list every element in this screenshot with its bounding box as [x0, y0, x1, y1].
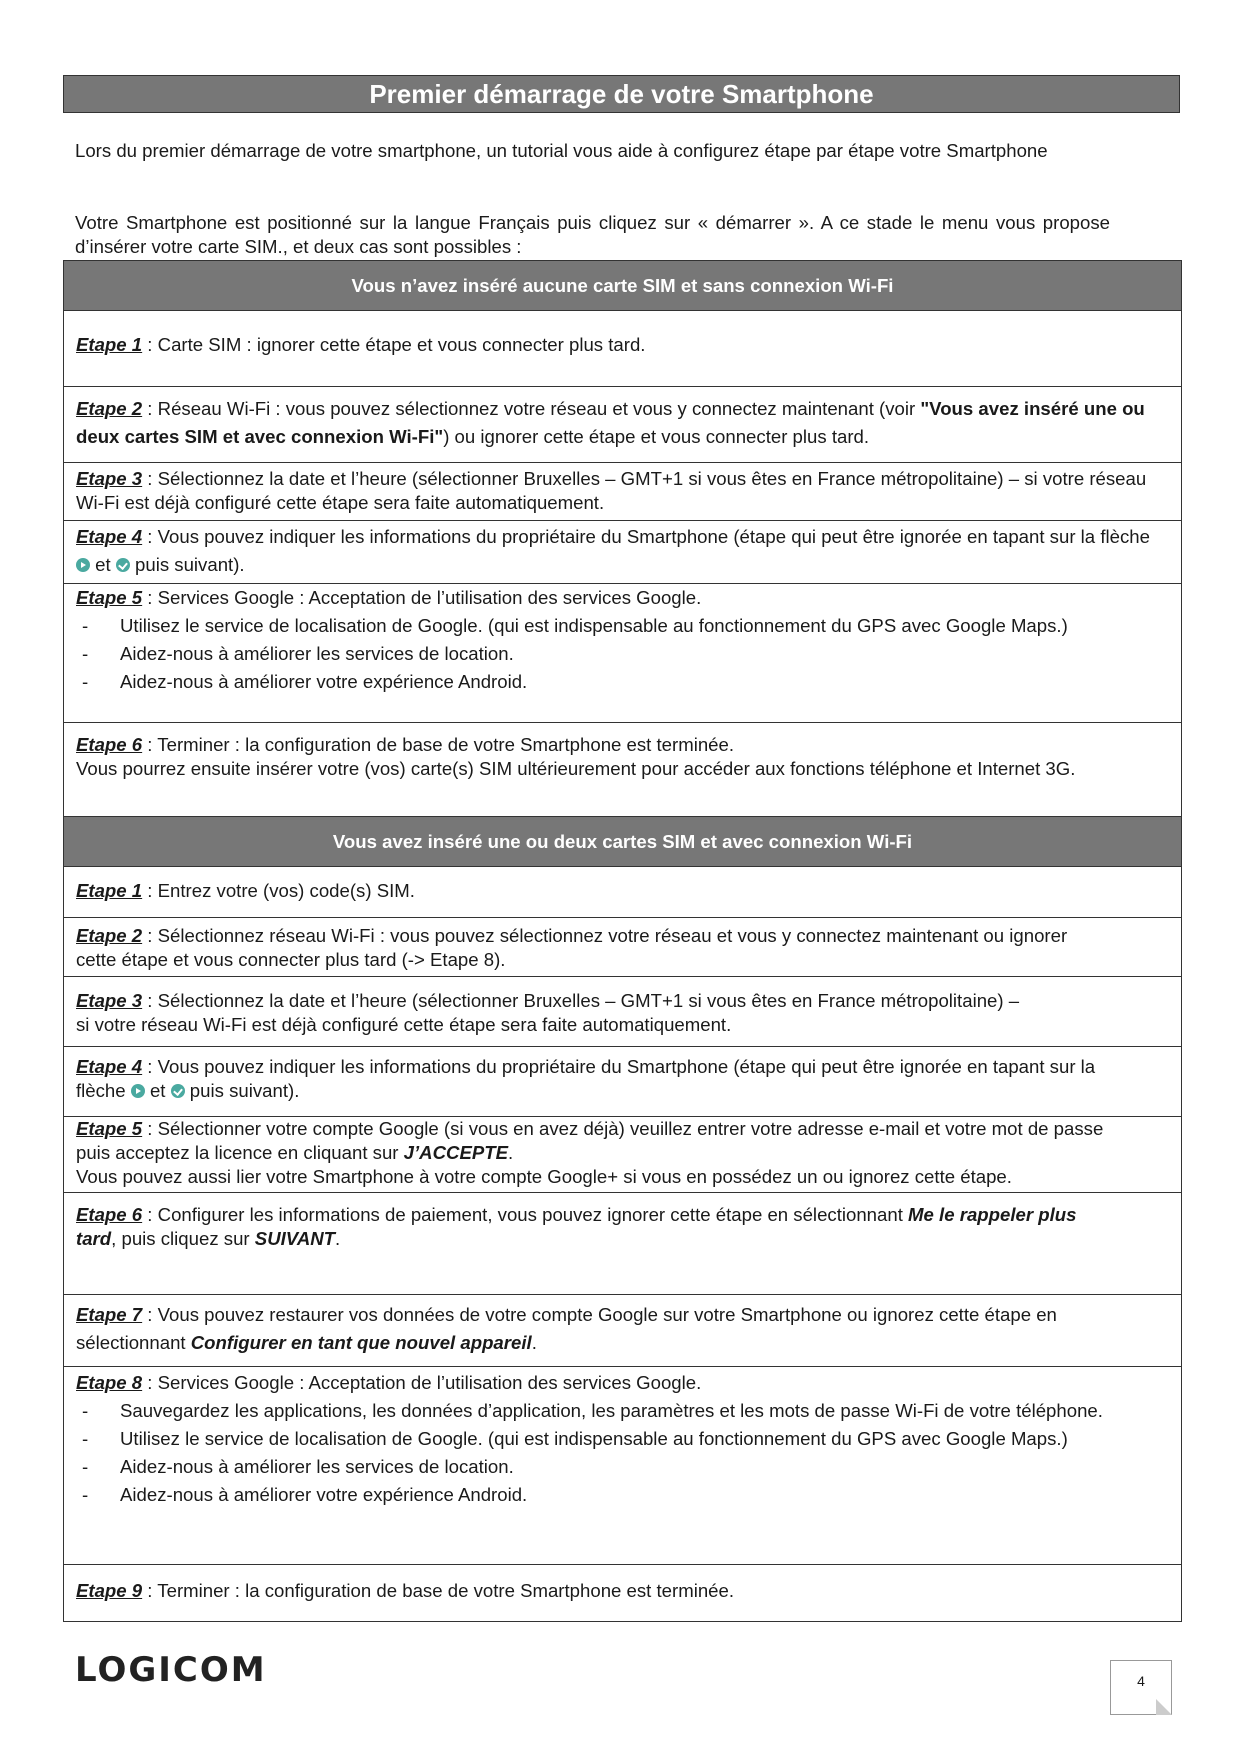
list-item: - Aidez-nous à améliorer votre expérience Android.	[76, 1481, 1169, 1509]
step-bold-text: "Vous avez inséré une ou deux cartes SIM et avec connexion Wi-Fi"	[76, 398, 1145, 447]
step-text: Vous pouvez aussi lier votre Smartphone à votre compte Google+ si vous en possédez un ou ignorez cette étape.	[76, 1166, 1012, 1187]
case2-step-7	[64, 1295, 1182, 1367]
step-text: et	[90, 554, 116, 575]
step-text: Vous pourrez ensuite insérer votre (vos) carte(s) SIM ultérieurement pour accéder aux fonctions téléphone et Internet 3G.	[76, 758, 1076, 779]
case2-step-4	[64, 1047, 1182, 1117]
step-text: .	[508, 1142, 514, 1163]
step-text: : Terminer : la configuration de base de votre Smartphone est terminée.	[142, 734, 735, 755]
step-label: Etape 5	[76, 1118, 143, 1139]
step-bold-text: J’ACCEPTE	[403, 1142, 509, 1163]
list-item: - Aidez-nous à améliorer les services de location.	[76, 1453, 1169, 1481]
case2-step-9	[64, 1565, 1182, 1622]
arrow-right-icon	[131, 1084, 145, 1098]
case1-step-6	[64, 723, 1182, 817]
case1-header: Vous n’avez inséré aucune carte SIM et sans connexion Wi-Fi	[64, 261, 1182, 311]
case2-step-3	[64, 977, 1182, 1047]
step-text: : Vous pouvez indiquer les informations du propriétaire du Smartphone (étape qui peut être ignorée en tapant sur la flèche	[76, 1056, 1096, 1101]
step-text: : Terminer : la configuration de base de votre Smartphone est terminée.	[142, 1580, 735, 1601]
step-text: ) ou ignorer cette étape et vous connecter plus tard.	[443, 426, 870, 447]
step-label: Etape 6	[76, 734, 143, 755]
case2-step-1	[64, 867, 1182, 918]
step-label: Etape 5	[76, 587, 143, 608]
bullet-list	[76, 1397, 1169, 1509]
case1-step-1	[64, 311, 1182, 387]
step-text: .	[335, 1228, 341, 1249]
step-text: : Sélectionnez la date et l’heure (sélectionner Bruxelles – GMT+1 si vous êtes en France métropolitaine) – si votre réseau Wi-Fi est déjà configuré cette étape sera faite automatiquement.	[76, 468, 1147, 513]
case1-step-5	[64, 584, 1182, 723]
list-item: - Sauvegardez les applications, les données d’application, les paramètres et les mots de passe Wi-Fi de votre téléphone.	[76, 1397, 1169, 1425]
step-text: : Sélectionner votre compte Google (si vous en avez déjà) veuillez entrer votre adresse e-mail et votre mot de passe puis acceptez la licence en cliquant sur	[76, 1118, 1104, 1163]
step-text: et	[144, 1080, 171, 1101]
step-label: Etape 6	[76, 1204, 143, 1225]
page-title: Premier démarrage de votre Smartphone	[63, 75, 1180, 113]
step-label: Etape 9	[76, 1580, 143, 1601]
step-label: Etape 1	[76, 880, 143, 901]
list-item: - Utilisez le service de localisation de Google. (qui est indispensable au fonctionnement du GPS avec Google Maps.)	[76, 612, 1169, 640]
case2-step-2	[64, 918, 1182, 977]
case1-step-2	[64, 387, 1182, 463]
step-text: : Réseau Wi-Fi : vous pouvez sélectionnez votre réseau et vous y connectez maintenant (voir	[142, 398, 921, 419]
bullet-list	[76, 612, 1169, 696]
step-label: Etape 2	[76, 925, 143, 946]
list-item: - Aidez-nous à améliorer votre expérience Android.	[76, 668, 1169, 696]
check-icon	[116, 558, 130, 572]
step-text: : Sélectionnez la date et l’heure (sélectionner Bruxelles – GMT+1 si vous êtes en France métropolitaine) – si votre réseau Wi-Fi est déjà configuré cette étape sera faite automatiquement.	[76, 990, 1020, 1035]
step-text: : Services Google : Acceptation de l’utilisation des services Google.	[142, 587, 702, 608]
check-icon	[171, 1084, 185, 1098]
step-text: : Sélectionnez réseau Wi-Fi : vous pouvez sélectionnez votre réseau et vous y connectez maintenant ou ignorer cette étape et vous connecter plus tard (-> Etape 8).	[76, 925, 1068, 970]
case2-step-8	[64, 1367, 1182, 1565]
step-bold-text: Configurer en tant que nouvel appareil	[190, 1332, 532, 1353]
arrow-right-icon	[76, 558, 90, 572]
list-item: - Aidez-nous à améliorer les services de location.	[76, 640, 1169, 668]
case2-step-5	[64, 1117, 1182, 1193]
step-label: Etape 8	[76, 1372, 143, 1393]
step-text: : Configurer les informations de paiement, vous pouvez ignorer cette étape en sélectionnant	[142, 1204, 909, 1225]
step-text: .	[531, 1332, 537, 1353]
step-bold-text: SUIVANT	[254, 1228, 336, 1249]
step-label: Etape 2	[76, 398, 143, 419]
case2-step-6	[64, 1193, 1182, 1295]
step-text: puis suivant).	[184, 1080, 300, 1101]
list-item: - Utilisez le service de localisation de Google. (qui est indispensable au fonctionnement du GPS avec Google Maps.)	[76, 1425, 1169, 1453]
case2-header: Vous avez inséré une ou deux cartes SIM et avec connexion Wi-Fi	[64, 817, 1182, 867]
step-bold-text: Me le rappeler plus tard	[76, 1204, 1077, 1249]
step-text: : Services Google : Acceptation de l’utilisation des services Google.	[142, 1372, 702, 1393]
step-text: puis suivant).	[129, 554, 245, 575]
step-label: Etape 3	[76, 990, 143, 1011]
case1-step-3	[64, 463, 1182, 521]
step-label: Etape 3	[76, 468, 143, 489]
steps-table	[63, 260, 1182, 1622]
step-text: , puis cliquez sur	[111, 1228, 255, 1249]
step-label: Etape 4	[76, 1056, 143, 1077]
step-text: : Vous pouvez indiquer les informations du propriétaire du Smartphone (étape qui peut être ignorée en tapant sur la flèche	[142, 526, 1150, 547]
logicom-logo: LOGICOM	[75, 1650, 267, 1690]
step-label: Etape 7	[76, 1304, 143, 1325]
intro-paragraph-2: Votre Smartphone est positionné sur la langue Français puis cliquez sur « démarrer ». A ce stade le menu vous propose d’insérer votre carte SIM., et deux cas sont possibles :	[75, 212, 1110, 257]
step-text: : Entrez votre (vos) code(s) SIM.	[142, 880, 415, 901]
case1-step-4	[64, 521, 1182, 584]
intro-paragraph-1: Lors du premier démarrage de votre smartphone, un tutorial vous aide à configurez étape par étape votre Smartphone	[75, 140, 1048, 161]
step-label: Etape 4	[76, 526, 143, 547]
step-text: : Vous pouvez restaurer vos données de votre compte Google sur votre Smartphone ou ignorez cette étape en sélectionnant	[76, 1304, 1057, 1353]
page-number: 4	[1110, 1660, 1172, 1715]
step-text: : Carte SIM : ignorer cette étape et vous connecter plus tard.	[142, 334, 646, 355]
step-label: Etape 1	[76, 334, 143, 355]
